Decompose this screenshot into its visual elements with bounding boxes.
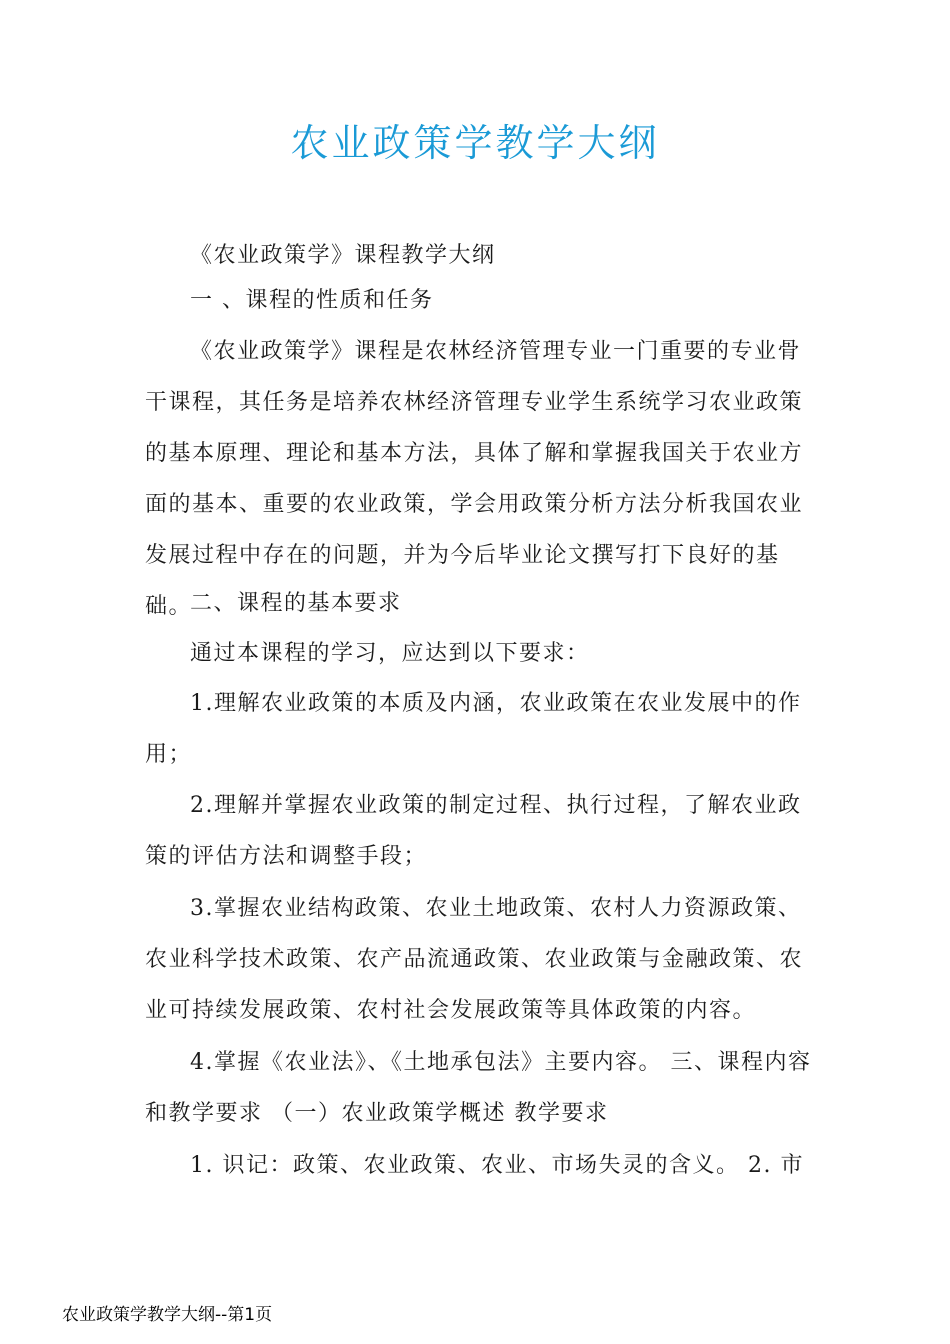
document-title: 农业政策学教学大纲	[290, 121, 660, 165]
requirement-item-3: 3.掌握农业结构政策、农业土地政策、农村人力资源政策、农业科学技术政策、农产品流通政策、农业政策与金融政策、农业可持续发展政策、农村社会发展政策等具体政策的内容。	[145, 896, 804, 1023]
requirement-item-1: 1.理解农业政策的本质及内涵，农业政策在农业发展中的作用；	[145, 691, 802, 767]
page-footer: 农业政策学教学大纲--第1页	[62, 1305, 273, 1325]
paragraph-course-outline-heading: 《农业政策学》课程教学大纲	[190, 243, 496, 268]
section-heading-nature-tasks: 一 、课程的性质和任务	[190, 288, 434, 313]
paragraph-requirements-intro: 通过本课程的学习，应达到以下要求：	[190, 641, 590, 666]
paragraph-memorize: 1. 识记：政策、农业政策、农业、市场失灵的含义。 2. 市	[190, 1153, 804, 1178]
requirement-item-4: 4.掌握《农业法》、《土地承包法》主要内容。 三、课程内容和教学要求 （一）农业政策学概述 教学要求	[145, 1050, 812, 1126]
requirement-item-2: 2.理解并掌握农业政策的制定过程、执行过程，了解农业政策的评估方法和调整手段；	[145, 793, 802, 869]
section-heading-basic-requirements: 二、课程的基本要求	[190, 591, 402, 616]
paragraph-course-description: 《农业政策学》课程是农林经济管理专业一门重要的专业骨干课程，其任务是培养农林经济管理专业学生系统学习农业政策的基本原理、理论和基本方法，具体了解和掌握我国关于农业方面的基本、重要的农业政策，学会用政策分析方法分析我国农业发展过程中存在的问题，并为今后毕业论文撰写打下良好的基础。	[145, 339, 804, 619]
